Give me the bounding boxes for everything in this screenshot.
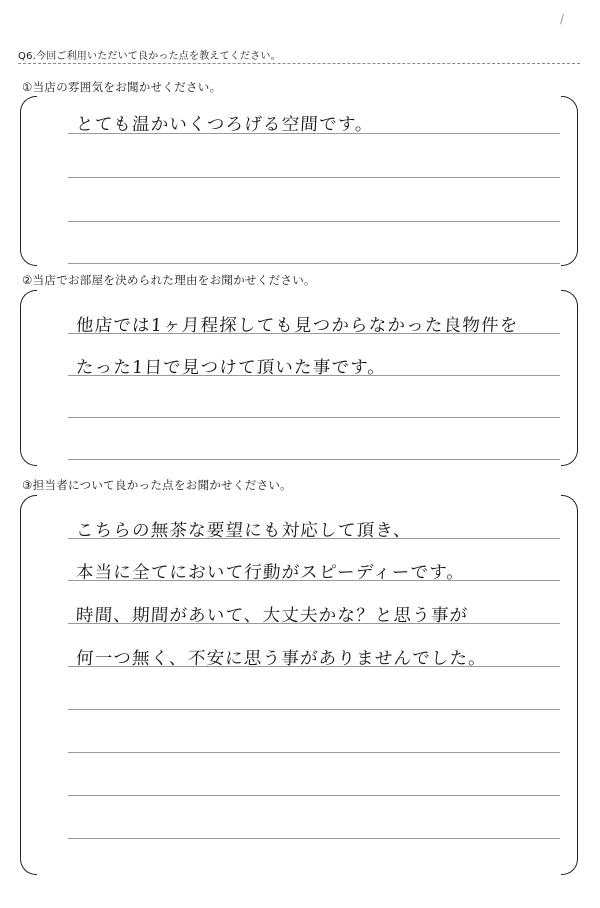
answer-line: 時間、期間があいて、大丈夫かな？と思う事が [75, 606, 469, 626]
section-1-label: ①当店の雰囲気をお聞かせください。 [22, 80, 222, 94]
ruled-line [68, 838, 560, 839]
answer-line: 本当に全てにおいて行動がスピーディーです。 [75, 563, 466, 583]
ruled-line [68, 709, 560, 710]
bracket-left [20, 96, 37, 266]
bracket-right [561, 290, 578, 466]
section-2-label: ②当店でお部屋を決められた理由をお聞かせください。 [22, 273, 316, 287]
bracket-right [561, 495, 578, 875]
bracket-left [20, 290, 37, 466]
answer-line: とても温かいくつろげる空間です。 [75, 115, 375, 135]
ruled-line [68, 263, 560, 264]
answer-line: 他店では1ヶ月程探しても見つからなかった良物件を [75, 316, 519, 336]
corner-mark: / [560, 12, 565, 26]
answer-line: たった1日で見つけて頂いた事です。 [75, 358, 387, 378]
answer-line: こちらの無茶な要望にも対応して頂き、 [75, 521, 413, 541]
ruled-line [68, 752, 560, 753]
answer-line: 何一つ無く、不安に思う事がありませんでした。 [75, 649, 488, 669]
ruled-line [68, 459, 560, 460]
ruled-line [68, 221, 560, 222]
ruled-line [68, 417, 560, 418]
ruled-line [68, 177, 560, 178]
section-3-answer-box [20, 495, 578, 875]
bracket-right [561, 96, 578, 266]
question-header: Q6.今回ご利用いただいて良かった点を教えてください。 [18, 51, 281, 62]
section-3-label: ③担当者について良かった点をお聞かせください。 [22, 478, 292, 492]
section-1-answer-box [20, 96, 578, 266]
section-2-answer-box [20, 290, 578, 466]
bracket-left [20, 495, 37, 875]
header-divider [18, 63, 580, 64]
ruled-line [68, 795, 560, 796]
